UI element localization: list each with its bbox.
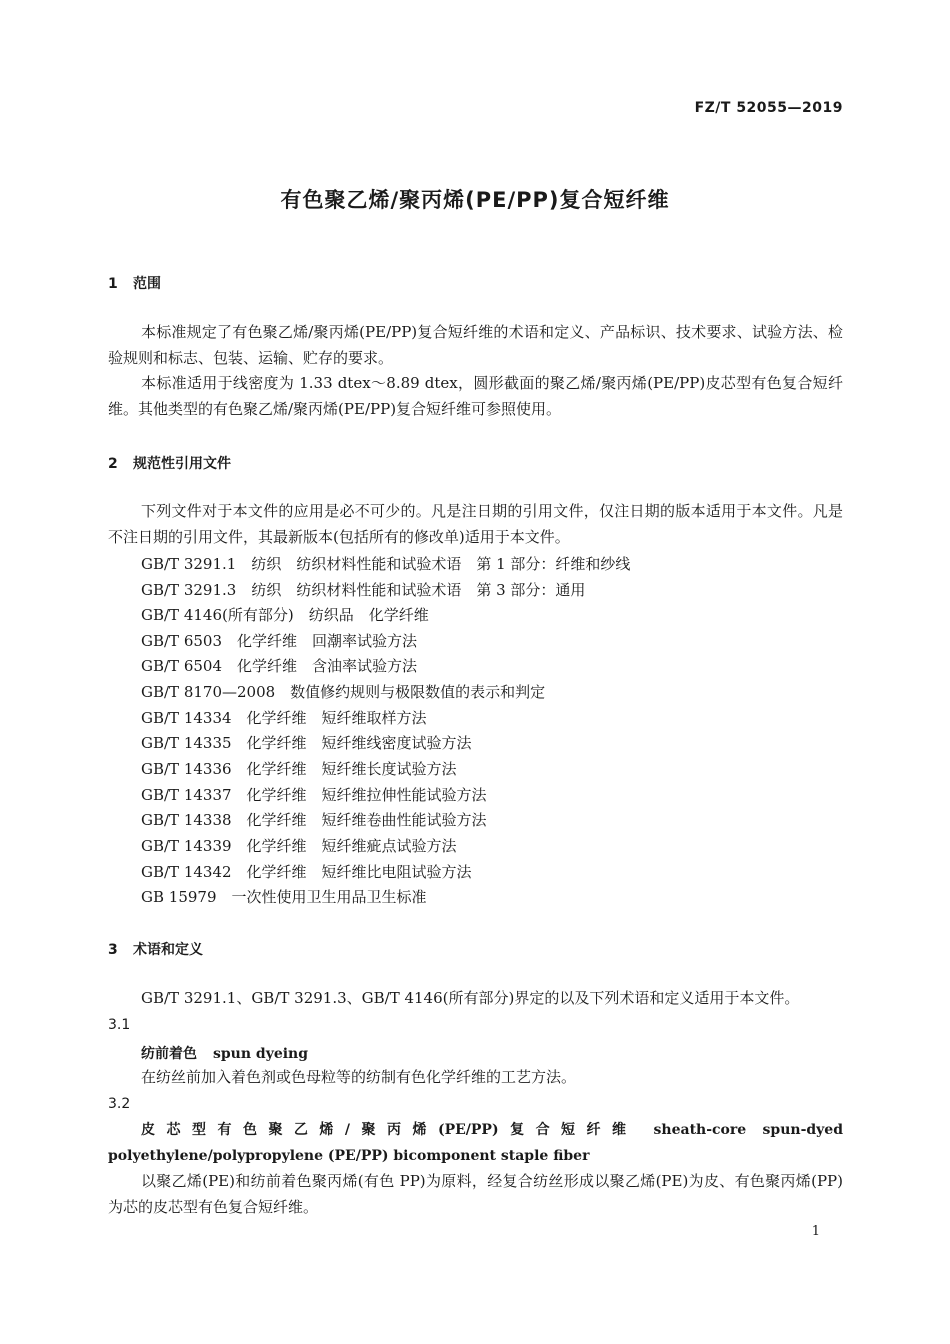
section-title: 范围 <box>133 276 161 292</box>
reference-item: GB/T 14335 化学纤维 短纤维线密度试验方法 <box>141 734 472 752</box>
page-number: 1 <box>811 1224 820 1239</box>
term-definition: 以聚乙烯(PE)和纺前着色聚丙烯(有色 PP)为原料，经复合纺丝形成以聚乙烯(PE)为皮、有色聚丙烯(PP)为芯的皮芯型有色复合短纤维。 <box>108 1172 843 1216</box>
section-2-heading <box>108 453 231 473</box>
reference-item: GB/T 14338 化学纤维 短纤维卷曲性能试验方法 <box>141 811 487 829</box>
reference-item: GB/T 14334 化学纤维 短纤维取样方法 <box>141 709 427 727</box>
term-heading <box>108 1118 843 1169</box>
section-number: 1 <box>108 276 118 292</box>
standard-code: FZ/T 52055—2019 <box>694 100 843 116</box>
reference-item: GB/T 14337 化学纤维 短纤维拉伸性能试验方法 <box>141 786 487 804</box>
reference-item: GB 15979 一次性使用卫生用品卫生标准 <box>141 888 427 906</box>
section-3-heading <box>108 939 203 959</box>
term-zh: 纺前着色 <box>141 1046 197 1062</box>
term-heading <box>141 1043 308 1063</box>
term-definition: 在纺丝前加入着色剂或色母粒等的纺制有色化学纤维的工艺方法。 <box>141 1068 577 1086</box>
reference-item: GB/T 3291.1 纺织 纺织材料性能和试验术语 第 1 部分：纤维和纱线 <box>141 555 631 573</box>
reference-item: GB/T 6503 化学纤维 回潮率试验方法 <box>141 632 418 650</box>
reference-item: GB/T 8170—2008 数值修约规则与极限数值的表示和判定 <box>141 683 546 701</box>
section-1-heading <box>108 273 161 293</box>
reference-item: GB/T 6504 化学纤维 含油率试验方法 <box>141 657 418 675</box>
term-number: 3.1 <box>108 1017 131 1033</box>
section-number: 3 <box>108 942 118 958</box>
document-title: 有色聚乙烯/聚丙烯(PE/PP)复合短纤维 <box>280 188 670 212</box>
reference-item: GB/T 14342 化学纤维 短纤维比电阻试验方法 <box>141 863 472 881</box>
term-en: sheath-core spun-dyed polyethylene/polypropylene (PE/PP) bicomponent staple fiber <box>108 1122 843 1164</box>
reference-item: GB/T 3291.3 纺织 纺织材料性能和试验术语 第 3 部分：通用 <box>141 581 586 599</box>
term-zh: 皮芯型有色聚乙烯/聚丙烯(PE/PP)复合短纤维 <box>141 1122 638 1138</box>
reference-item: GB/T 14339 化学纤维 短纤维疵点试验方法 <box>141 837 457 855</box>
section-title: 术语和定义 <box>133 942 203 958</box>
reference-item: GB/T 14336 化学纤维 短纤维长度试验方法 <box>141 760 457 778</box>
scope-paragraph-2: 本标准适用于线密度为 1.33 dtex～8.89 dtex，圆形截面的聚乙烯/聚丙烯(PE/PP)皮芯型有色复合短纤维。其他类型的有色聚乙烯/聚丙烯(PE/PP)复合短纤维可参照使用。 <box>108 374 843 418</box>
term-number: 3.2 <box>108 1096 131 1112</box>
scope-paragraph-1: 本标准规定了有色聚乙烯/聚丙烯(PE/PP)复合短纤维的术语和定义、产品标识、技术要求、试验方法、检验规则和标志、包装、运输、贮存的要求。 <box>108 323 843 367</box>
terms-intro: GB/T 3291.1、GB/T 3291.3、GB/T 4146(所有部分)界定的以及下列术语和定义适用于本文件。 <box>141 989 800 1007</box>
section-title: 规范性引用文件 <box>133 456 231 472</box>
section-number: 2 <box>108 456 118 472</box>
reference-item: GB/T 4146(所有部分) 纺织品 化学纤维 <box>141 606 429 624</box>
term-en: spun dyeing <box>213 1046 309 1062</box>
references-intro: 下列文件对于本文件的应用是必不可少的。凡是注日期的引用文件，仅注日期的版本适用于本文件。凡是不注日期的引用文件，其最新版本(包括所有的修改单)适用于本文件。 <box>108 502 843 546</box>
